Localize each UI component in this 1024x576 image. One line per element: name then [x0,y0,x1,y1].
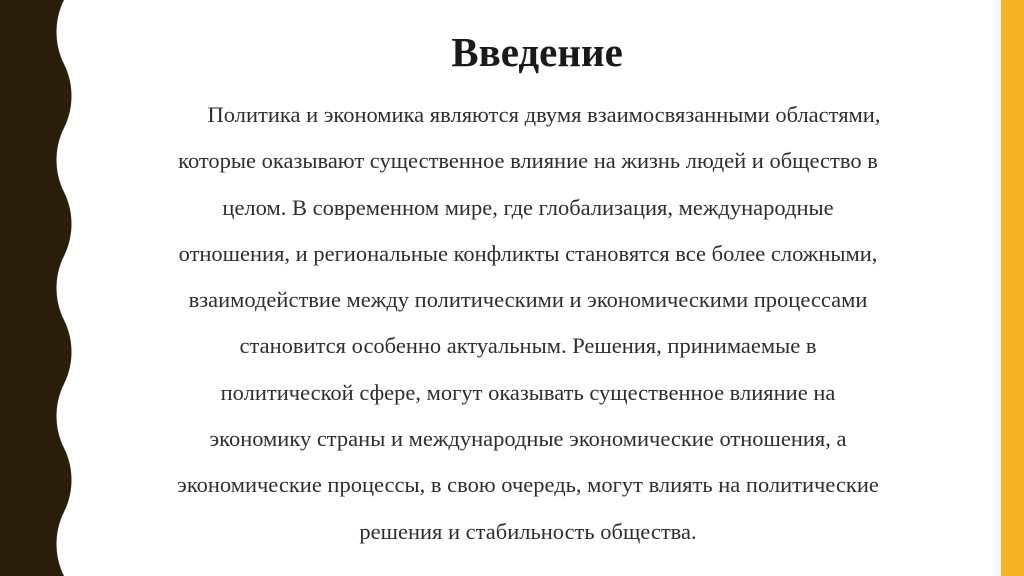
paragraph-line: отношения, и региональные конфликты становятся все более сложными, [178,240,878,266]
intro-paragraph [112,92,944,555]
paragraph-line: экономику страны и международные экономические отношения, а [209,426,847,452]
paragraph-line: взаимодействие между политическими и экономическими процессами [188,287,868,313]
paragraph-line: целом. В современном мире, где глобализация, международные [222,194,834,220]
paragraph-line: которые оказывают существенное влияние на жизнь людей и общество в [178,148,878,174]
slide-title: Введение [451,29,623,75]
paragraph-line: становится особенно актуальным. Решения, принимаемые в [239,333,817,359]
wavy-edge-shape [0,0,72,576]
right-gap [994,0,1001,576]
paragraph-line: политической сфере, могут оказывать существенное влияние на [220,379,836,405]
right-accent-stripe [1001,0,1024,576]
paragraph-line: экономические процессы, в свою очередь, могут влиять на политические [177,472,879,498]
paragraph-line: решения и стабильность общества. [359,518,697,544]
paragraph-line: Политика и экономика являются двумя взаимосвязанными областями, [207,102,881,127]
left-decorative-band [0,0,80,576]
